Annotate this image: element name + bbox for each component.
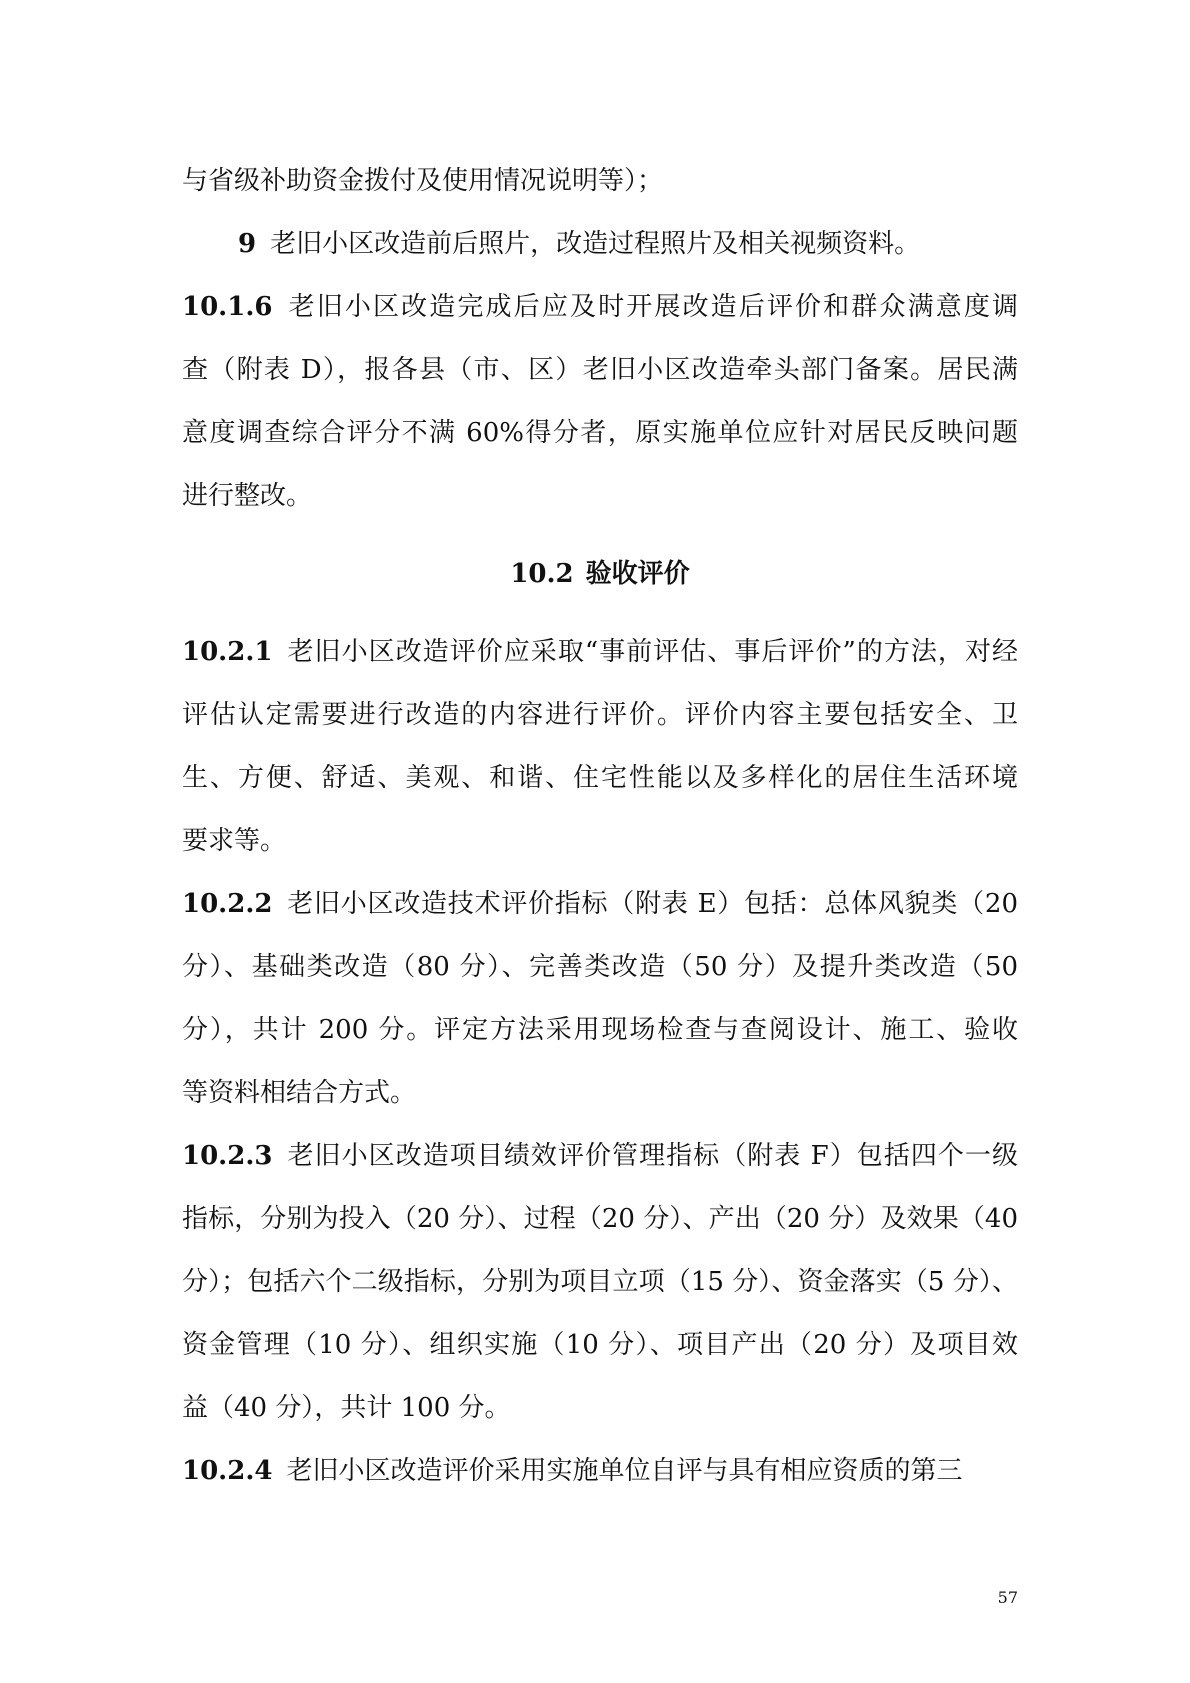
line-text: 要求等。 [182, 826, 287, 856]
line-text: 评估认定需要进行改造的内容进行评价。评价内容主要包括安全、卫 [182, 700, 1018, 730]
line-text: 益（40 分），共计 100 分。 [182, 1393, 511, 1423]
line-text: 老旧小区改造评价采用实施单位自评与具有相应资质的第三 [286, 1456, 963, 1486]
paragraph-10-2-3 [182, 1125, 1018, 1440]
paragraph-10-1-6 [182, 276, 1018, 528]
paragraph-line [182, 213, 1018, 276]
line-text: 老旧小区改造前后照片，改造过程照片及相关视频资料。 [270, 229, 921, 259]
line-text: 与省级补助资金拨付及使用情况说明等）； [182, 166, 664, 196]
line-text: 生、方便、舒适、美观、和谐、住宅性能以及多样化的居住生活环境 [182, 763, 1018, 793]
line-text: 进行整改。 [182, 481, 313, 511]
line-text: 老旧小区改造完成后应及时开展改造后评价和群众满意度调 [286, 292, 1018, 322]
clause-number: 10.1.6 [182, 292, 273, 322]
paragraph-line [182, 936, 1018, 999]
line-text: 等资料相结合方式。 [182, 1078, 417, 1108]
line-text: 老旧小区改造技术评价指标（附表 E）包括：总体风貌类（20 [286, 889, 1018, 919]
section-heading [182, 543, 1018, 606]
clause-number: 10.2.1 [182, 637, 273, 667]
paragraph-line [182, 339, 1018, 402]
line-text: 老旧小区改造评价应采取“事前评估、事后评价”的方法，对经 [286, 637, 1018, 667]
paragraph-line [182, 747, 1018, 810]
paragraph-line [182, 1125, 1018, 1188]
paragraph-line [182, 684, 1018, 747]
paragraph-10-2-1 [182, 621, 1018, 873]
line-text: 老旧小区改造项目绩效评价管理指标（附表 F）包括四个一级 [286, 1141, 1018, 1171]
paragraph-cont [182, 150, 1018, 213]
line-text: 资金管理（10 分）、组织实施（10 分）、项目产出（20 分）及项目效 [182, 1330, 1018, 1360]
paragraph-line [182, 873, 1018, 936]
section-title: 验收评价 [585, 559, 690, 589]
paragraph-9 [182, 213, 1018, 276]
line-text: 分）、基础类改造（80 分）、完善类改造（50 分）及提升类改造（50 [182, 952, 1018, 982]
paragraphs-before [182, 150, 1018, 528]
paragraph-line [182, 150, 1018, 213]
paragraph-line [182, 1062, 1018, 1125]
clause-number: 10.2.4 [182, 1456, 273, 1486]
paragraph-line [182, 1314, 1018, 1377]
paragraph-line [182, 621, 1018, 684]
paragraph-10-2-4 [182, 1440, 1018, 1503]
paragraph-line [182, 1188, 1018, 1251]
clause-number: 9 [238, 229, 257, 259]
clause-number: 10.2.2 [182, 889, 273, 919]
paragraph-line [182, 999, 1018, 1062]
paragraph-line [182, 402, 1018, 465]
line-text: 分）；包括六个二级指标，分别为项目立项（15 分）、资金落实（5 分）、 [182, 1267, 1018, 1297]
page-content [182, 150, 1018, 1503]
paragraph-10-2-2 [182, 873, 1018, 1125]
paragraph-line [182, 465, 1018, 528]
line-text: 意度调查综合评分不满 60%得分者，原实施单位应针对居民反映问题 [182, 418, 1018, 448]
line-text: 分），共计 200 分。评定方法采用现场检查与查阅设计、施工、验收 [182, 1015, 1018, 1045]
paragraph-line [182, 1377, 1018, 1440]
paragraph-line [182, 276, 1018, 339]
paragraph-line [182, 810, 1018, 873]
section-number: 10.2 [510, 559, 574, 589]
clause-number: 10.2.3 [182, 1141, 273, 1171]
paragraph-line [182, 1251, 1018, 1314]
page-number: 57 [997, 1588, 1018, 1607]
line-text: 查（附表 D），报各县（市、区）老旧小区改造牵头部门备案。居民满 [182, 355, 1018, 385]
paragraph-line [182, 1440, 1018, 1503]
paragraphs-after [182, 621, 1018, 1503]
line-text: 指标，分别为投入（20 分）、过程（20 分）、产出（20 分）及效果（40 [182, 1204, 1018, 1234]
